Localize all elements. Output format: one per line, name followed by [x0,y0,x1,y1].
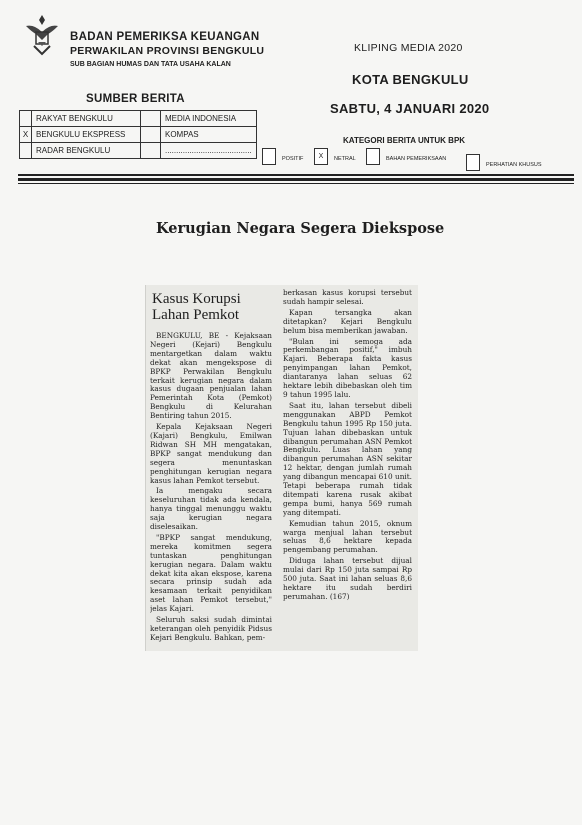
org-name: BADAN PEMERIKSA KEUANGAN [70,31,260,43]
source-checkbox[interactable] [20,143,32,159]
source-checkbox[interactable]: X [20,127,32,143]
article-title: Kasus Korupsi Lahan Pemkot [152,291,241,323]
article-paragraph: Diduga lahan tersebut dijual mulai dari Rp 150 juta sampai Rp 500 juta. Saat ini lahan seluas 8,6 hektare itu sudah berdiri perumahan. (167) [283,556,412,601]
category-checkbox-netral[interactable]: X [314,148,328,165]
article-paragraph: "Bulan ini semoga ada perkembangan positif," imbuh Kajari. Beberapa fakta kasus penyimpangan lahan Pemkot, diantaranya lahan seluas 62 hektare lebih dibebaskan oleh tim 9 tahun 1995 lalu. [283,336,412,399]
org-branch: PERWAKILAN PROVINSI BENGKULU [70,45,265,57]
article-paragraph: Saat itu, lahan tersebut dibeli menggunakan ABPD Pemkot Bengkulu tahun 1995 Rp 150 juta. Tujuan lahan dibebaskan untuk dibangun perumahan ASN Pemkot Bengkulu. Luas lahan yang dibangun perumahan ASN sekitar 12 hektar, dengan jumlah rumah yang dibangun mencapai 610 unit. Tetapi beberapa rumah tidak ditempati karena rusak akibat gempa bumi, hanya 569 rumah yang ditempati. [283,400,412,517]
divider-line [18,174,574,176]
source-name: ....................................... [161,143,257,159]
category-checkbox-perhatian[interactable] [466,154,480,171]
source-name: MEDIA INDONESIA [161,111,257,127]
source-checkbox[interactable] [20,111,32,127]
source-name: KOMPAS [161,127,257,143]
category-checkbox-bahan[interactable] [366,148,380,165]
source-row [20,111,257,127]
kliping-label: KLIPING MEDIA 2020 [354,42,463,54]
source-row [20,143,257,159]
article-paragraph: Kepala Kejaksaan Negeri (Kajari) Bengkulu, Emilwan Ridwan SH MH mengatakan, BPKP sangat mendukung dan segera menuntaskan penghitungan kerugian negara kasus lahan Pemkot tersebut. [150,422,272,485]
source-row [20,127,257,143]
category-label: BAHAN PEMERIKSAAN [386,156,447,162]
article-paragraph: BENGKULU, BE - Kejaksaan Negeri (Kejari) Bengkulu mentargetkan dalam waktu dekat akan mengekspose di BPKP Perwakilan Bengkulu terkait kerugian negara dalam kasus dugaan penjualan lahan Pemerintah Kota (Pemkot) Bengkulu di Kelurahan Bentiring tahun 2015. [150,332,272,421]
source-checkbox[interactable] [141,127,161,143]
divider-line [18,183,574,184]
category-label: PERHATIAN KHUSUS [486,162,542,168]
category-label: POSITIF [282,156,304,162]
source-name: RADAR BENGKULU [32,143,141,159]
article-paragraph: Seluruh saksi sudah dimintai keterangan oleh penyidik Pidsus Kejari Bengkulu. Bahkan, pem- [150,615,272,642]
source-name: RAKYAT BENGKULU [32,111,141,127]
sumber-title: SUMBER BERITA [86,93,185,105]
article-paragraph: berkasan kasus korupsi tersebut sudah hampir selesai. [283,289,412,306]
category-checkbox-positif[interactable] [262,148,276,165]
news-headline: Kerugian Negara Segera Diekspose [156,220,445,237]
bpk-garuda-logo-icon [22,12,62,58]
article-paragraph: Kemudian tahun 2015, oknum warga menjual lahan tersebut seluas 8,6 hektare kepada pengembang perumahan. [283,518,412,555]
article-paragraph: Ia mengaku secara keseluruhan tidak ada kendala, hanya tinggal menunggu waktu saja kerugian negara diselesaikan. [150,486,272,532]
article-paragraph: Kapan tersangka akan ditetapkan? Kejari Bengkulu belum bisa memberikan jawaban. [283,307,412,335]
category-title: KATEGORI BERITA UNTUK BPK [343,136,466,145]
source-name: BENGKULU EKSPRESS [32,127,141,143]
article-column-1 [150,332,272,648]
source-checkbox[interactable] [141,111,161,127]
date-label: SABTU, 4 JANUARI 2020 [330,101,490,116]
category-label: NETRAL [334,156,356,162]
city-label: KOTA BENGKULU [352,72,469,87]
source-table [19,110,257,159]
article-column-2 [283,289,412,651]
source-checkbox[interactable] [141,143,161,159]
divider-line [18,178,574,181]
article-paragraph: "BPKP sangat mendukung, mereka komitmen segera tuntaskan penghitungan kerugian negara. Dalam waktu dekat kita akan ekspose, karena secara prinsip sudah ada kesamaan terkait penyidikan aset lahan Pemkot tersebut," jelas Kajari. [150,532,272,614]
org-subdivision: SUB BAGIAN HUMAS DAN TATA USAHA KALAN [70,61,231,68]
